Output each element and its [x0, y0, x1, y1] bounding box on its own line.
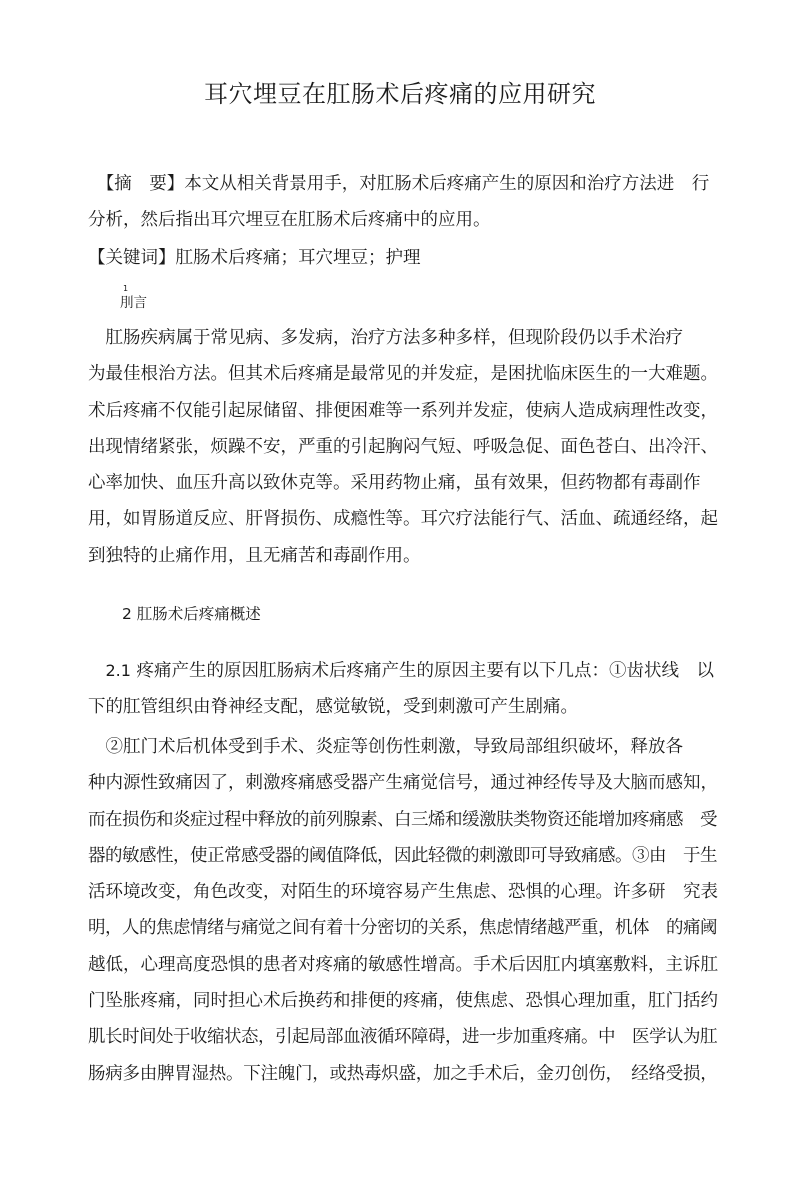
paragraph-line: 器的敏感性，使正常感受器的阈值降低，因此轻微的刺激即可导致痛感。③由 于生 [88, 845, 717, 866]
paragraph-line: 出现情绪紧张，烦躁不安，严重的引起胸闷气短、呼吸急促、面色苍白、出冷汗、 [88, 436, 718, 457]
intro-heading [120, 284, 147, 313]
intro-paragraph [88, 320, 718, 574]
paragraph-line: 越低，心理高度恐惧的患者对疼痛的敏感性增高。手术后因肛内填塞敷料，主诉肛 [88, 954, 718, 975]
paragraph-line: 明，人的焦虑情绪与痛觉之间有着十分密切的关系，焦虑情绪越严重，机体 的痛阈 [88, 918, 717, 939]
section-2-1-paragraph [88, 653, 718, 726]
keywords-line [88, 240, 718, 276]
section-2-2-paragraph [88, 729, 718, 1092]
section-number: 2.1 [105, 661, 131, 680]
paragraph-line: 肛肠疾病属于常见病、多发病，治疗方法多种多样，但现阶段仍以手术治疗 [88, 328, 683, 348]
section-2-heading: 2 肛肠术后疼痛概述 [122, 605, 261, 623]
paragraph-line: 肠病多由脾胃湿热。下注魄门，或热毒炽盛，加之手术后，金刃创伤， 经络受损， [88, 1063, 718, 1084]
heading-number-mark: 1 [123, 284, 129, 293]
paragraph-line: 术后疼痛不仅能引起尿储留、排便困难等一系列并发症，使病人造成病理性改变， [88, 400, 718, 421]
paragraph-line: 活环境改变，角色改变，对陌生的环境容易产生焦虑、恐惧的心理。许多研 究表 [88, 882, 718, 903]
paragraph-text: 疼痛产生的原因肛肠病术后疼痛产生的原因主要有以下几点：①齿状线 以 [130, 661, 715, 681]
paragraph-line: 心率加快、血压升高以致休克等。采用药物止痛，虽有效果，但药物都有毒副作 [88, 473, 701, 494]
paragraph-line: 而在损伤和炎症过程中释放的前列腺素、白三烯和缓激肤类物资还能增加疼痛感 受 [88, 809, 717, 830]
paragraph-line: 门坠胀疼痛，同时担心术后换药和排便的疼痛，使焦虑、恐惧心理加重，肛门括约 [88, 991, 718, 1012]
paragraph-line: 为最佳根治方法。但其术后疼痛是最常见的并发症，是困扰临床医生的一大难题。 [88, 364, 718, 385]
abstract-paragraph [88, 166, 718, 239]
paragraph-line: 肌长时间处于收缩状态，引起局部血液循环障碍，进一步加重疼痛。中 医学认为肛 [88, 1027, 717, 1048]
abstract-line: 【摘 要】本文从相关背景用手，对肛肠术后疼痛产生的原因和治疗方法进 行 [88, 174, 710, 194]
paragraph-line: 下的肛管组织由脊神经支配，感觉敏锐，受到刺激可产生剧痛。 [88, 697, 578, 718]
intro-heading-text: 刖言 [120, 295, 147, 311]
keywords-text: 【关键词】肛肠术后疼痛；耳穴埋豆；护理 [88, 248, 421, 268]
paragraph-line: 用，如胃肠道反应、肝肾损伤、成瘾性等。耳穴疗法能行气、活血、疏通经络，起 [88, 509, 718, 530]
document-title: 耳穴埋豆在肛肠术后疼痛的应用研究 [204, 80, 596, 108]
paragraph-line: ②肛门术后机体受到手术、炎症等创伤性刺激，导致局部组织破坏，释放各 [88, 737, 683, 757]
paragraph-line: 种内源性致痛因了，刺激疼痛感受器产生痛觉信号，通过神经传导及大脑而感知， [88, 773, 718, 794]
paragraph-line: 到独特的止痛作用，且无痛苦和毒副作用。 [88, 545, 421, 566]
abstract-line: 分析，然后指出耳穴埋豆在肛肠术后疼痛中的应用。 [88, 210, 491, 231]
paragraph-line [88, 653, 718, 689]
